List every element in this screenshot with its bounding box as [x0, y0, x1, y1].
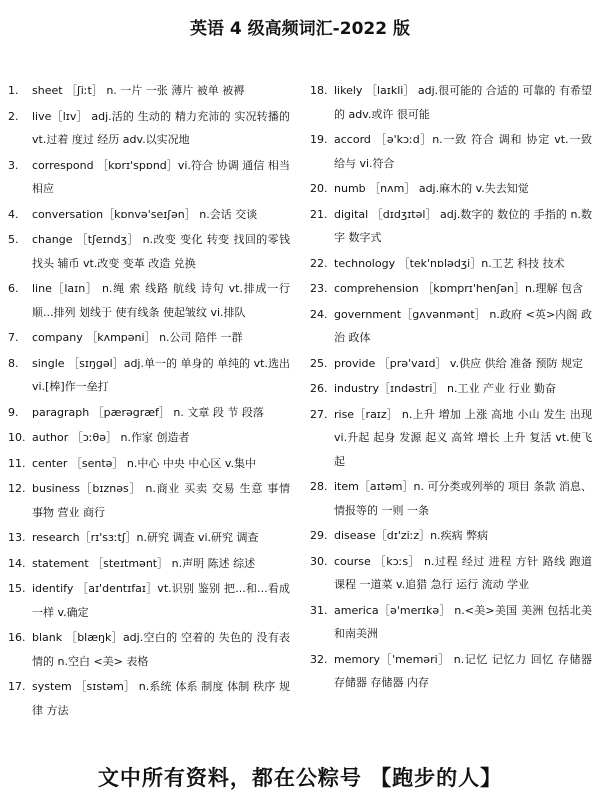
vocab-entry — [310, 403, 592, 474]
entry-number: 17. — [8, 680, 26, 693]
entry-text: conversation［kɒnvə'seɪʃən］ n.会话 交谈 — [32, 207, 258, 221]
vocab-entry — [8, 154, 290, 201]
entry-text: provide ［prə'vaɪd］ v.供应 供给 准备 预防 规定 — [334, 356, 584, 370]
vocab-entry — [310, 377, 592, 401]
entry-number: 5. — [8, 233, 19, 246]
entry-number: 8. — [8, 356, 19, 370]
entry-text: live［lɪv］ adj.活的 生动的 精力充沛的 实况转播的 vt.过着 度过 经历 adv.以实况地 — [32, 109, 290, 146]
entry-number: 21. — [310, 207, 328, 221]
vocab-entry — [8, 626, 290, 673]
entry-number: 9. — [8, 405, 19, 419]
entry-text: item［aɪtəm］n. 可分类或列举的 项目 条款 消息、情报等的 一则 一条 — [334, 480, 592, 517]
vocab-entry — [8, 577, 290, 624]
entry-number: 6. — [8, 282, 19, 295]
entry-text: course ［kɔːs］ n.过程 经过 进程 方针 路线 跑道 课程 一道菜 v.追猎 急行 运行 流动 学业 — [334, 554, 592, 591]
vocab-entry — [310, 252, 592, 276]
vocab-entry — [310, 599, 592, 646]
vocab-entry — [8, 477, 290, 524]
entry-number: 18. — [310, 84, 328, 97]
vocab-entry — [8, 228, 290, 275]
entry-number: 12. — [8, 482, 26, 495]
entry-text: memory［'meməri］ n.记忆 记忆力 回忆 存储器 存储器 存储器 内存 — [334, 652, 592, 689]
vocab-entry — [310, 550, 592, 597]
entry-number: 27. — [310, 407, 328, 421]
entry-text: government［gʌvənmənt］ n.政府 <英>内阁 政治 政体 — [334, 307, 592, 344]
vocab-entry — [310, 475, 592, 522]
entry-text: change ［tʃeɪndʒ］ n.改变 变化 转变 找回的零钱 找头 辅币 vt.改变 变革 改造 兑换 — [32, 233, 290, 270]
right-column — [310, 79, 592, 697]
entry-number: 24. — [310, 307, 328, 321]
vocab-entry — [310, 128, 592, 175]
entry-text: center ［sentə］ n.中心 中央 中心区 v.集中 — [32, 456, 257, 470]
vocab-entry — [310, 79, 592, 126]
entry-text: comprehension ［kɒmprɪ'henʃən］n.理解 包含 — [334, 282, 584, 295]
vocab-entry — [8, 552, 290, 576]
entry-number: 22. — [310, 256, 328, 270]
entry-text: paragraph ［pærəgræf］ n. 文章 段 节 段落 — [32, 405, 264, 419]
footer-banner: 文中所有资料，都在公粽号 【跑步的人】 — [97, 765, 503, 790]
entry-number: 26. — [310, 382, 328, 395]
entry-text: company ［kʌmpəni］ n.公司 陪伴 一群 — [32, 331, 243, 344]
entry-text: america［ə'merɪkə］ n.<美>美国 美洲 包括北美和南美洲 — [334, 603, 592, 640]
entry-number: 13. — [8, 531, 26, 544]
entry-text: single ［sɪŋgəl］adj.单一的 单身的 单纯的 vt.选出 vi.[棒]作一垒打 — [32, 356, 290, 393]
vocab-entry — [8, 79, 290, 103]
vocab-entry — [8, 526, 290, 550]
entry-number: 30. — [310, 554, 328, 568]
entry-number: 16. — [8, 631, 26, 644]
vocab-entry — [8, 426, 290, 450]
entry-text: numb ［nʌm］ adj.麻木的 v.失去知觉 — [334, 182, 529, 195]
entry-number: 29. — [310, 529, 328, 542]
entry-number: 25. — [310, 356, 328, 370]
page-title: 英语 4 级高频词汇-2022 版 — [190, 19, 410, 39]
entry-number: 31. — [310, 603, 328, 617]
entry-text: likely ［laɪkli］ adj.很可能的 合适的 可靠的 有希望的 adv.或许 很可能 — [334, 84, 592, 121]
entry-text: system ［sɪstəm］ n.系统 体系 制度 体制 秩序 规律 方法 — [32, 680, 290, 717]
entry-number: 28. — [310, 480, 328, 493]
entry-text: accord ［ə'kɔːd］n.一致 符合 调和 协定 vt.一致 给与 vi.符合 — [334, 133, 592, 170]
vocab-entry — [8, 203, 290, 227]
vocab-entry — [8, 326, 290, 350]
vocab-entry — [8, 277, 290, 324]
entry-number: 32. — [310, 652, 328, 666]
vocab-entry — [310, 277, 592, 301]
entry-text: rise［raɪz］ n.上升 增加 上涨 高地 小山 发生 出现 vi.升起 起身 发源 起义 高耸 增长 上升 复活 vt.使飞起 — [334, 407, 592, 468]
entry-text: blank ［blæŋk］adj.空白的 空着的 失色的 没有表情的 n.空白 <美> 表格 — [32, 631, 290, 668]
left-column — [8, 79, 290, 724]
vocab-entry — [8, 452, 290, 476]
vocab-entry — [310, 303, 592, 350]
vocab-entry — [310, 524, 592, 548]
entry-text: sheet ［ʃiːt］ n. 一片 一张 薄片 被单 被褥 — [32, 84, 245, 97]
entry-text: author ［ɔːθə］ n.作家 创造者 — [32, 431, 190, 444]
entry-text: technology ［tek'nɒlədʒi］n.工艺 科技 技术 — [334, 256, 565, 270]
entry-number: 7. — [8, 331, 19, 344]
vocab-entry — [310, 648, 592, 695]
entry-number: 2. — [8, 109, 19, 123]
entry-number: 4. — [8, 207, 19, 221]
vocab-entry — [310, 203, 592, 250]
entry-number: 23. — [310, 282, 328, 295]
entry-text: identify ［aɪ'dentɪfaɪ］vt.识别 鉴别 把...和...看成一样 v.确定 — [32, 582, 290, 619]
entry-number: 10. — [8, 431, 26, 444]
entry-number: 20. — [310, 182, 328, 195]
entry-number: 14. — [8, 556, 26, 570]
vocab-entry — [310, 177, 592, 201]
entry-text: business［bɪznəs］ n.商业 买卖 交易 生意 事情 事物 营业 商行 — [32, 482, 290, 519]
entry-number: 11. — [8, 456, 26, 470]
entry-text: digital ［dɪdʒɪtəl］ adj.数字的 数位的 手指的 n.数字 数字式 — [334, 207, 592, 244]
entry-text: disease［dɪ'ziːz］n.疾病 弊病 — [334, 529, 489, 542]
vocab-entry — [310, 352, 592, 376]
entry-number: 3. — [8, 158, 19, 172]
entry-number: 15. — [8, 582, 26, 595]
vocab-entry — [8, 352, 290, 399]
entry-text: statement ［steɪtmənt］ n.声明 陈述 综述 — [32, 556, 256, 570]
entry-text: research［rɪ'sɜːtʃ］n.研究 调查 vi.研究 调查 — [32, 531, 259, 544]
entry-text: correspond ［kɒrɪ'spɒnd］vi.符合 协调 通信 相当 相应 — [32, 158, 290, 195]
vocab-entry — [8, 675, 290, 722]
vocab-entry — [8, 401, 290, 425]
vocab-entry — [8, 105, 290, 152]
entry-number: 1. — [8, 84, 19, 97]
entry-number: 19. — [310, 133, 328, 146]
entry-text: industry［ɪndəstri］ n.工业 产业 行业 勤奋 — [334, 382, 556, 395]
entry-text: line［laɪn］ n.绳 索 线路 航线 诗句 vt.排成一行 顺...排列 划线于 使有线条 使起皱纹 vi.排队 — [32, 282, 290, 319]
